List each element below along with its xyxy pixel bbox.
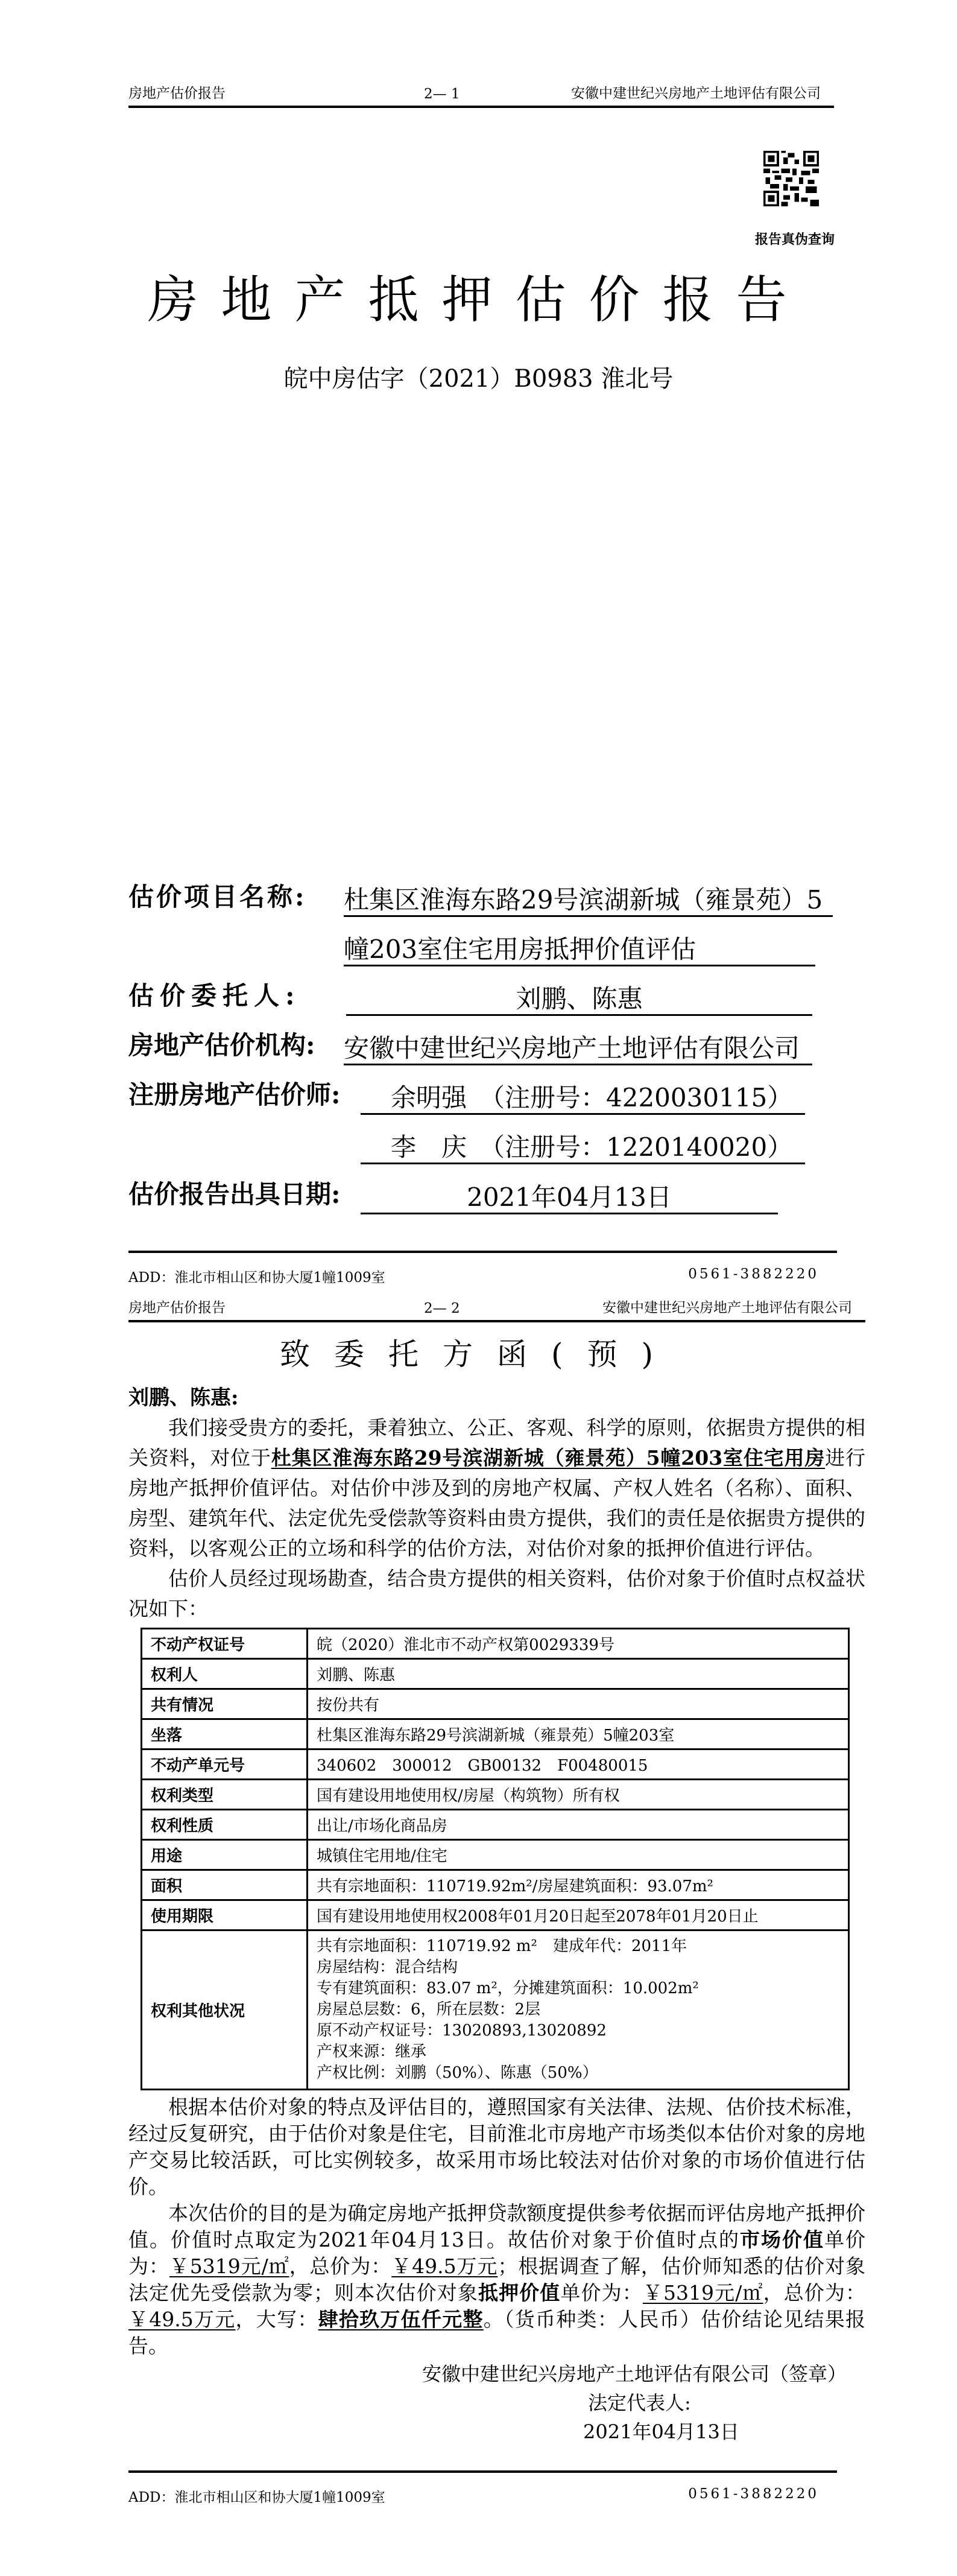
row-label: 权利类型: [142, 1780, 308, 1810]
client-value: 刘鹏、陈惠: [516, 984, 643, 1014]
row-value-line: 产权比例：刘鹏（50%）、陈惠（50%）: [317, 2064, 598, 2082]
report-number: 皖中房估字（2021）B0983 淮北号: [283, 365, 674, 393]
market-total-price: ￥49.5万元: [391, 2254, 498, 2278]
mortgage-unit-price: ￥5319元/㎡: [642, 2281, 763, 2305]
table-row: [142, 1810, 849, 1840]
header-company: 安徽中建世纪兴房地产土地评估有限公司: [571, 86, 821, 101]
text: 单价为：: [128, 2228, 866, 2278]
row-value: 国有建设用地使用权/房屋（构筑物）所有权: [308, 1780, 849, 1810]
header-company: 安徽中建世纪兴房地产土地评估有限公司: [602, 1300, 852, 1316]
row-label: 面积: [142, 1870, 308, 1900]
row-value: [308, 1930, 849, 2090]
row-value: 340602 300012 GB00132 F00480015: [308, 1750, 849, 1780]
table-row: [142, 1719, 849, 1750]
row-value-line: 房屋总层数：6，所在层数：2层: [317, 2000, 541, 2019]
row-value-line: 房屋结构：混合结构: [317, 1958, 458, 1976]
footer-phone: 0561-3882220: [688, 2486, 819, 2502]
row-value: 出让/市场化商品房: [308, 1810, 849, 1840]
row-label: 不动产权证号: [142, 1629, 308, 1659]
property-address: 杜集区淮海东路29号滨湖新城（雍景苑）5幢203室住宅用房: [271, 1446, 826, 1470]
row-label: 权利性质: [142, 1810, 308, 1840]
market-value-label: 市场价值: [740, 2228, 825, 2251]
text: 进行房地产抵押价值评估。对估价中涉及到的房地产权属、产权人姓名（名称）、面积、房型、建筑年代、法定优先受偿款等资料由贵方提供，我们的责任是依据贵方提供的资料，以客观公正的立场和科学的估价方法，对估价对象的抵押价值进行评估。: [128, 1446, 866, 1560]
text: ，总价为：: [289, 2254, 392, 2278]
text: ；根据调查了解，估价师知悉的估价对象法定优先受偿款为零；则本次估价对象: [128, 2254, 866, 2305]
mortgage-total-price: ￥49.5万元: [128, 2308, 236, 2331]
text: 。（货币种类：人民币）估价结论见结果报告。: [128, 2308, 866, 2358]
footer-phone: 0561-3882220: [688, 1266, 819, 1282]
row-value-line: 产权来源：继承: [317, 2043, 427, 2061]
header-page-number: 2— 1: [424, 86, 460, 102]
page-header: [128, 1296, 865, 1322]
table-row: [142, 1780, 849, 1810]
paragraph-intro: [128, 1413, 865, 1564]
row-label: 坐落: [142, 1719, 308, 1750]
row-label: 权利其他状况: [142, 1930, 308, 2090]
property-rights-table: [141, 1628, 850, 2090]
salutation: 刘鹏、陈惠:: [128, 1386, 239, 1410]
project-label: 估价项目名称:: [128, 882, 307, 912]
paragraph-method: 根据本估价对象的特点及评估目的，遵照国家有关法律、法规、估价技术标准，经过反复研究，由于估价对象是住宅，目前淮北市房地产市场类似本估价对象的房地产交易比较活跃，可比实例较多，故采用市场比较法对估价对象的市场价值进行估价。: [128, 2095, 865, 2198]
date-label: 估价报告出具日期:: [128, 1179, 341, 1209]
field-appraiser-2: [128, 1128, 834, 1164]
qr-code-icon[interactable]: [763, 151, 819, 206]
table-row: [142, 1840, 849, 1870]
date-value: 2021年04月13日: [467, 1182, 672, 1212]
field-project: [128, 881, 834, 917]
table-row: [142, 1870, 849, 1900]
row-label: 不动产单元号: [142, 1750, 308, 1780]
appraiser-1: 余明强 （注册号：4220030115）: [391, 1083, 793, 1112]
row-value: 杜集区淮海东路29号滨湖新城（雍景苑）5幢203室: [308, 1719, 849, 1750]
text: 单价为：: [560, 2281, 643, 2305]
page-footer: [128, 1251, 837, 1289]
qr-caption: 报告真伪查询: [755, 232, 835, 247]
row-label: 使用期限: [142, 1900, 308, 1930]
field-appraiser: [128, 1079, 834, 1115]
text: ，总价为：: [763, 2281, 866, 2305]
paragraph-survey: 估价人员经过现场勘查，结合贵方提供的相关资料，估价对象于价值时点权益状况如下：: [128, 1567, 865, 1620]
row-value: 刘鹏、陈惠: [308, 1659, 849, 1689]
row-label: 权利人: [142, 1659, 308, 1689]
appraiser-label: 注册房地产估价师:: [128, 1080, 341, 1109]
mortgage-value-label: 抵押价值: [478, 2281, 561, 2305]
letter-conclusion: [128, 2094, 865, 2359]
table-row: [142, 1689, 849, 1719]
letter-title: 致委托方函(预): [279, 1337, 677, 1372]
project-name-line1: 杜集区淮海东路29号滨湖新城（雍景苑）5: [344, 885, 823, 915]
row-value-line: 专有建筑面积：83.07 m²，分摊建筑面积：10.002m²: [317, 1979, 699, 1997]
field-project-cont: [128, 930, 834, 966]
letter-body: [128, 1383, 865, 1624]
letter-content: [128, 1383, 865, 2509]
paragraph-value: [128, 2200, 865, 2359]
report-title: 房地产抵押估价报告: [147, 270, 810, 329]
row-label: 用途: [142, 1840, 308, 1870]
signature-date: 2021年04月13日: [583, 2420, 739, 2443]
text: 本次估价的目的是为确定房地产抵押贷款额度提供参考依据而评估房地产抵押价值。价值时点取定为2021年04月13日。故估价对象于价值时点的: [128, 2201, 865, 2251]
row-value-line: 共有宗地面积：110719.92 m² 建成年代：2011年: [317, 1937, 687, 1955]
project-name-line2: 幢203室住宅用房抵押价值评估: [344, 934, 696, 964]
table-row: [142, 1750, 849, 1780]
row-value: 城镇住宅用地/住宅: [308, 1840, 849, 1870]
field-date: [128, 1178, 834, 1214]
field-agency: [128, 1029, 834, 1065]
row-value: 皖（2020）淮北市不动产权第0029339号: [308, 1629, 849, 1659]
table-row: [142, 1629, 849, 1659]
page-header: [128, 81, 834, 108]
table-row: [142, 1930, 849, 2090]
signature-representative: 法定代表人:: [588, 2391, 691, 2414]
header-doc-type: 房地产估价报告: [128, 1300, 226, 1316]
header-doc-type: 房地产估价报告: [128, 86, 226, 101]
appraiser-2: 李 庆 （注册号：1220140020）: [391, 1132, 793, 1162]
table-row: [142, 1659, 849, 1689]
text: ，大写：: [235, 2308, 318, 2331]
row-value-line: 原不动产权证号：13020893,13020892: [317, 2022, 607, 2040]
agency-label: 房地产估价机构:: [128, 1030, 315, 1060]
header-page-number: 2— 2: [424, 1301, 460, 1316]
signature-company: 安徽中建世纪兴房地产土地评估有限公司（签章）: [422, 2362, 847, 2385]
footer-address: ADD：淮北市相山区和协大厦1幢1009室: [128, 1270, 385, 1286]
row-value: 共有宗地面积：110719.92m²/房屋建筑面积：93.07m²: [308, 1870, 849, 1900]
page-footer: [128, 2470, 837, 2509]
amount-in-words: 肆拾玖万伍仟元整: [318, 2308, 484, 2331]
table-row: [142, 1900, 849, 1930]
client-label: 估价委托人:: [128, 981, 301, 1010]
field-client: [128, 980, 834, 1016]
row-value: 按份共有: [308, 1689, 849, 1719]
row-value: 国有建设用地使用权2008年01月20日起至2078年01月20日止: [308, 1900, 849, 1930]
footer-address: ADD：淮北市相山区和协大厦1幢1009室: [128, 2490, 385, 2505]
text: 我们接受贵方的委托，秉着独立、公正、客观、科学的原则，依据贵方提供的相关资料，对位于: [128, 1416, 865, 1470]
market-unit-price: ￥5319元/㎡: [169, 2254, 289, 2278]
row-label: 共有情况: [142, 1689, 308, 1719]
agency-value: 安徽中建世纪兴房地产土地评估有限公司: [344, 1033, 800, 1063]
